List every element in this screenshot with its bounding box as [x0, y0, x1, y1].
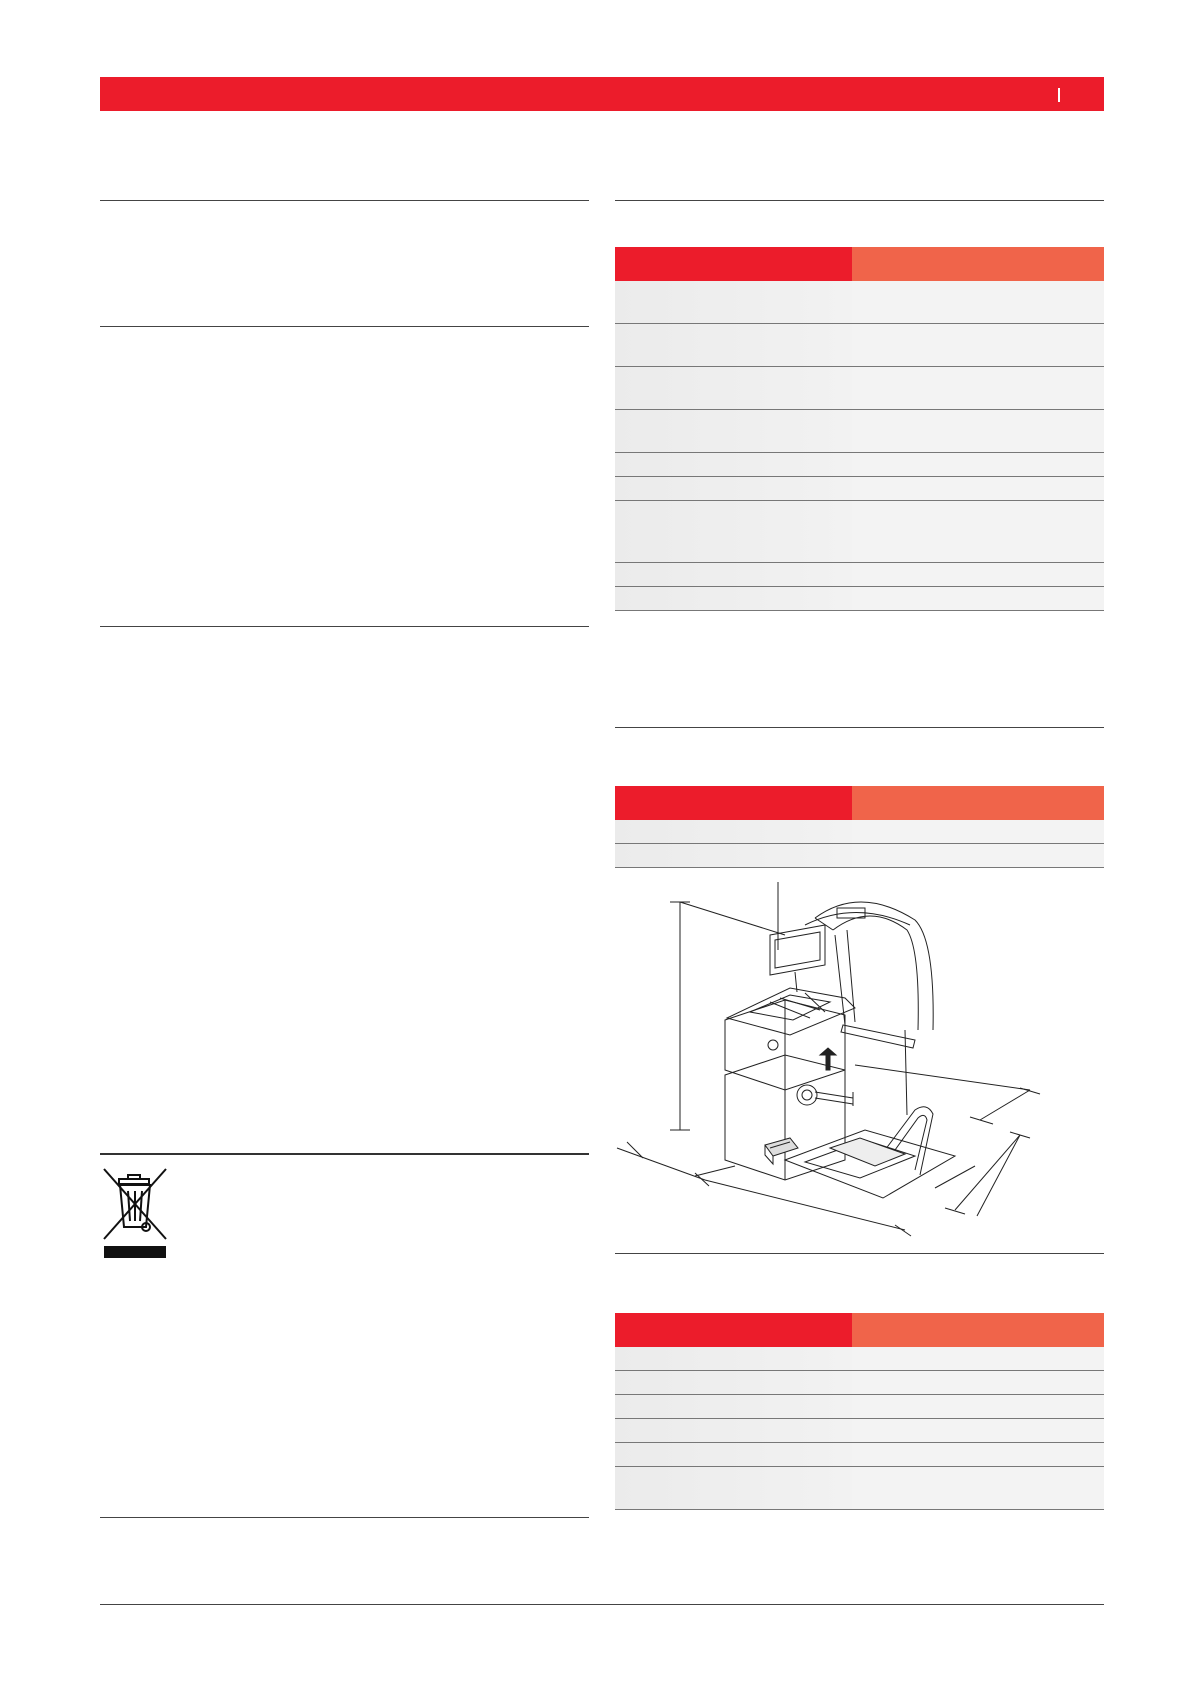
- table-header-left: [615, 1313, 852, 1347]
- table-header: [615, 786, 1104, 820]
- footer-divider: [100, 1604, 1104, 1605]
- table-row: [615, 1347, 1104, 1371]
- section-divider: [100, 1517, 589, 1518]
- section-divider: [100, 200, 589, 201]
- section-divider: [100, 326, 589, 327]
- table-row: [615, 1467, 1104, 1510]
- header-separator: [1058, 88, 1060, 102]
- table-header-left: [615, 786, 852, 820]
- weee-bin-icon: [100, 1165, 172, 1261]
- table-row: [615, 324, 1104, 367]
- spec-table-3: [615, 1313, 1104, 1510]
- table-header-right: [852, 786, 1104, 820]
- section-divider: [615, 200, 1104, 201]
- spec-table-2: [615, 786, 1104, 868]
- section-divider: [100, 1153, 589, 1155]
- table-row: [615, 587, 1104, 611]
- table-header: [615, 1313, 1104, 1347]
- section-divider: [615, 1253, 1104, 1254]
- table-row: [615, 844, 1104, 868]
- table-row: [615, 367, 1104, 410]
- section-divider: [615, 727, 1104, 728]
- spec-table-1: [615, 247, 1104, 611]
- table-row: [615, 1371, 1104, 1395]
- table-row: [615, 1419, 1104, 1443]
- table-header-left: [615, 247, 852, 281]
- table-row: [615, 820, 1104, 844]
- table-row: [615, 477, 1104, 501]
- machine-dimension-drawing: [615, 880, 1104, 1240]
- table-row: [615, 1395, 1104, 1419]
- table-row: [615, 563, 1104, 587]
- table-row: [615, 281, 1104, 324]
- table-row: [615, 453, 1104, 477]
- section-divider: [100, 626, 589, 627]
- table-header-right: [852, 1313, 1104, 1347]
- table-row: [615, 501, 1104, 563]
- header-bar: [100, 77, 1104, 111]
- table-row: [615, 410, 1104, 453]
- table-row: [615, 1443, 1104, 1467]
- table-header-right: [852, 247, 1104, 281]
- table-header: [615, 247, 1104, 281]
